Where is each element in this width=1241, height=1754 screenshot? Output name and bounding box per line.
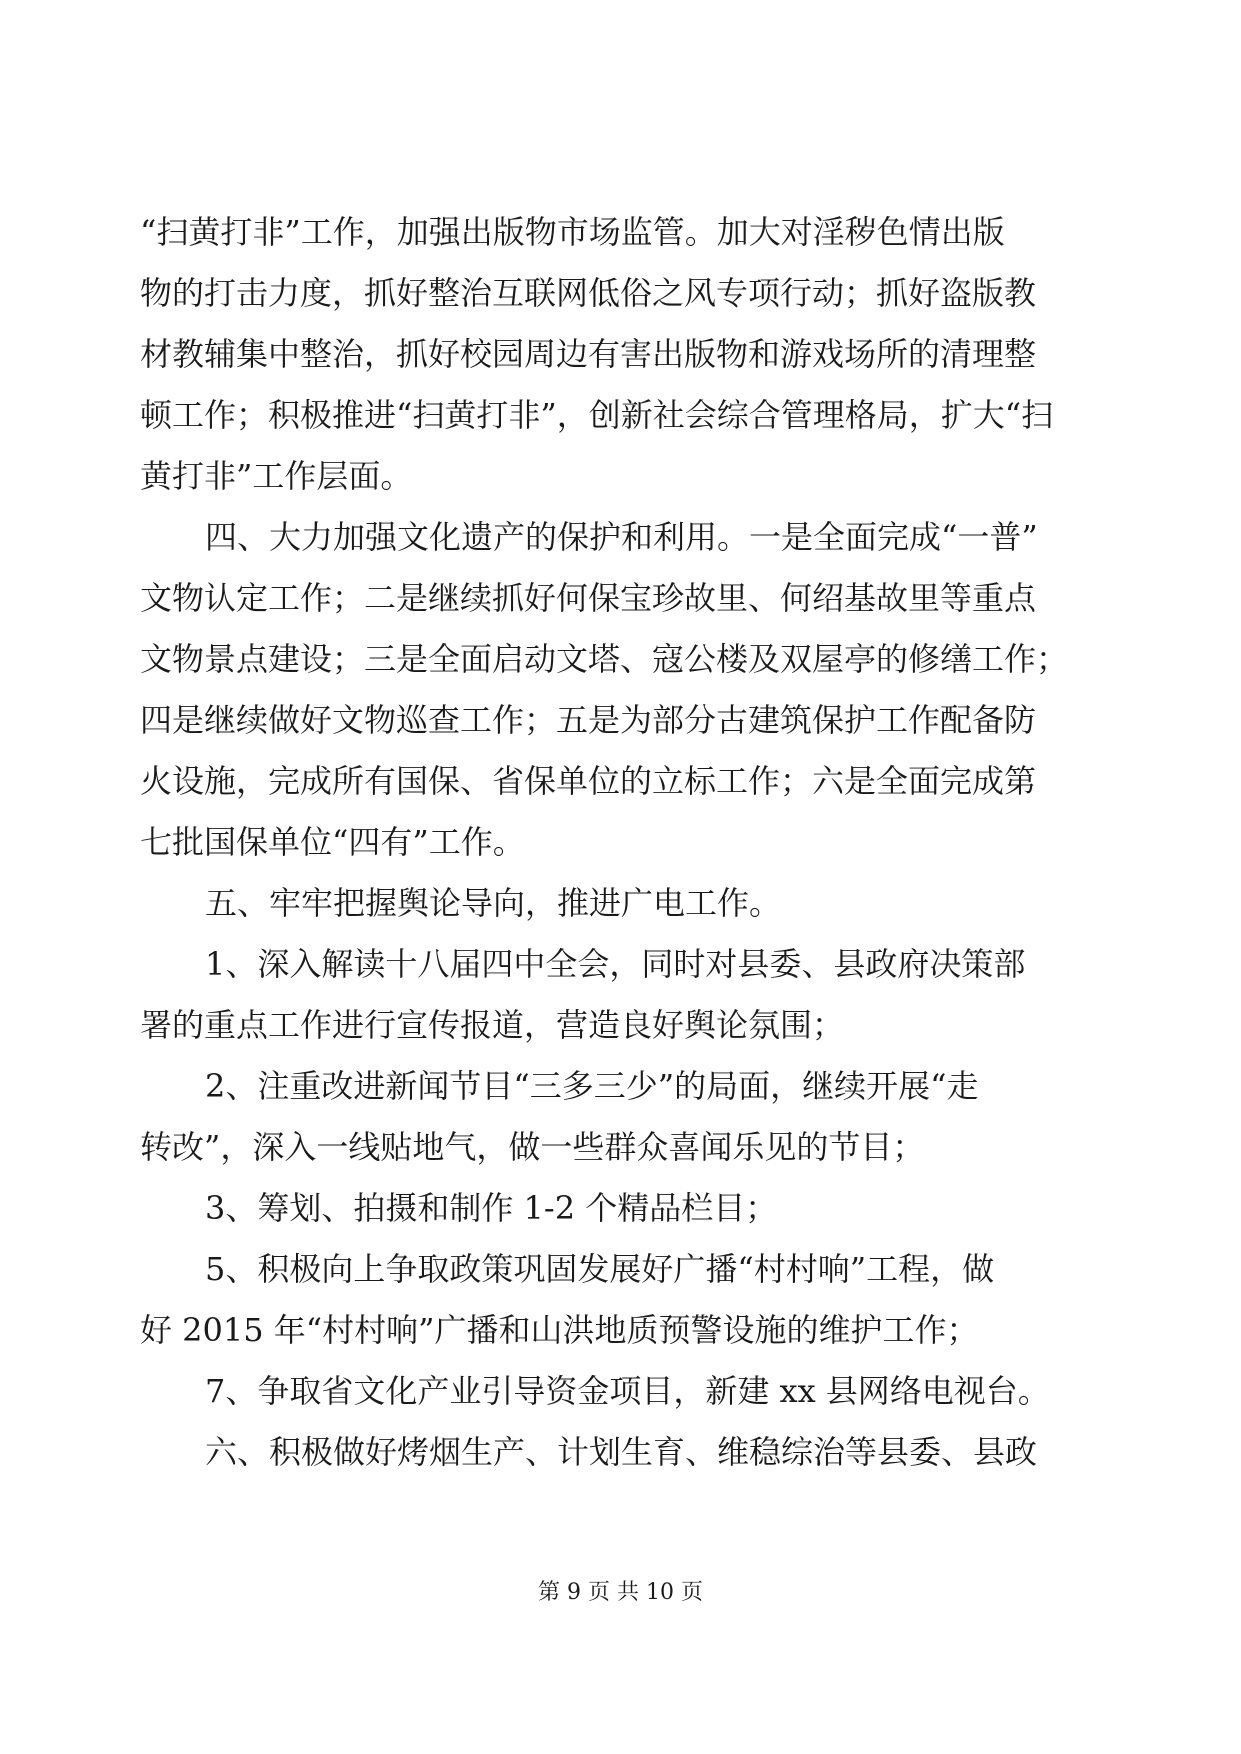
text-line: 四、大力加强文化遗产的保护和利用。一是全面完成“一普” [205,518,1038,556]
text-line: 7、争取省文化产业引导资金项目，新建 xx 县网络电视台。 [205,1372,1050,1410]
text-line: 四是继续做好文物巡查工作；五是为部分古建筑保护工作配备防 [140,701,1037,739]
text-line: 文物认定工作；二是继续抓好何保宝珍故里、何绍基故里等重点 [140,579,1037,617]
text-line: 5、积极向上争取政策巩固发展好广播“村村响”工程，做 [205,1250,995,1288]
text-line: 转改”，深入一线贴地气，做一些群众喜闻乐见的节目； [140,1128,925,1166]
text-line: 七批国保单位“四有”工作。 [140,823,525,861]
text-line: 五、牢牢把握舆论导向，推进广电工作。 [205,884,782,922]
text-line: 署的重点工作进行宣传报道，营造良好舆论氛围； [140,1006,845,1044]
text-line: 黄打非”工作层面。 [140,457,413,495]
text-line: 物的打击力度，抓好整治互联网低俗之风专项行动；抓好盗版教 [140,274,1037,312]
text-line: 顿工作；积极推进“扫黄打非”，创新社会综合管理格局，扩大“扫 [140,396,1054,434]
text-line: 3、筹划、拍摄和制作 1-2 个精品栏目； [205,1189,778,1227]
text-line: 2、注重改进新闻节目“三多三少”的局面，继续开展“走 [205,1067,979,1105]
text-line: 火设施，完成所有国保、省保单位的立标工作；六是全面完成第 [140,762,1037,800]
text-line: 文物景点建设；三是全面启动文塔、寇公楼及双屋亭的修缮工作； [140,640,1069,678]
text-line: 材教辅集中整治，抓好校园周边有害出版物和游戏场所的清理整 [140,335,1037,373]
text-line: 好 2015 年“村村响”广播和山洪地质预警设施的维护工作； [140,1311,979,1349]
text-line: 六、积极做好烤烟生产、计划生育、维稳综治等县委、县政 [205,1433,1038,1471]
page-footer: 第 9 页 共 10 页 [538,1580,703,1605]
text-line: “扫黄打非”工作，加强出版物市场监管。加大对淫秽色情出版 [140,213,1005,251]
text-line: 1、深入解读十八届四中全会，同时对县委、县政府决策部 [205,945,1026,983]
